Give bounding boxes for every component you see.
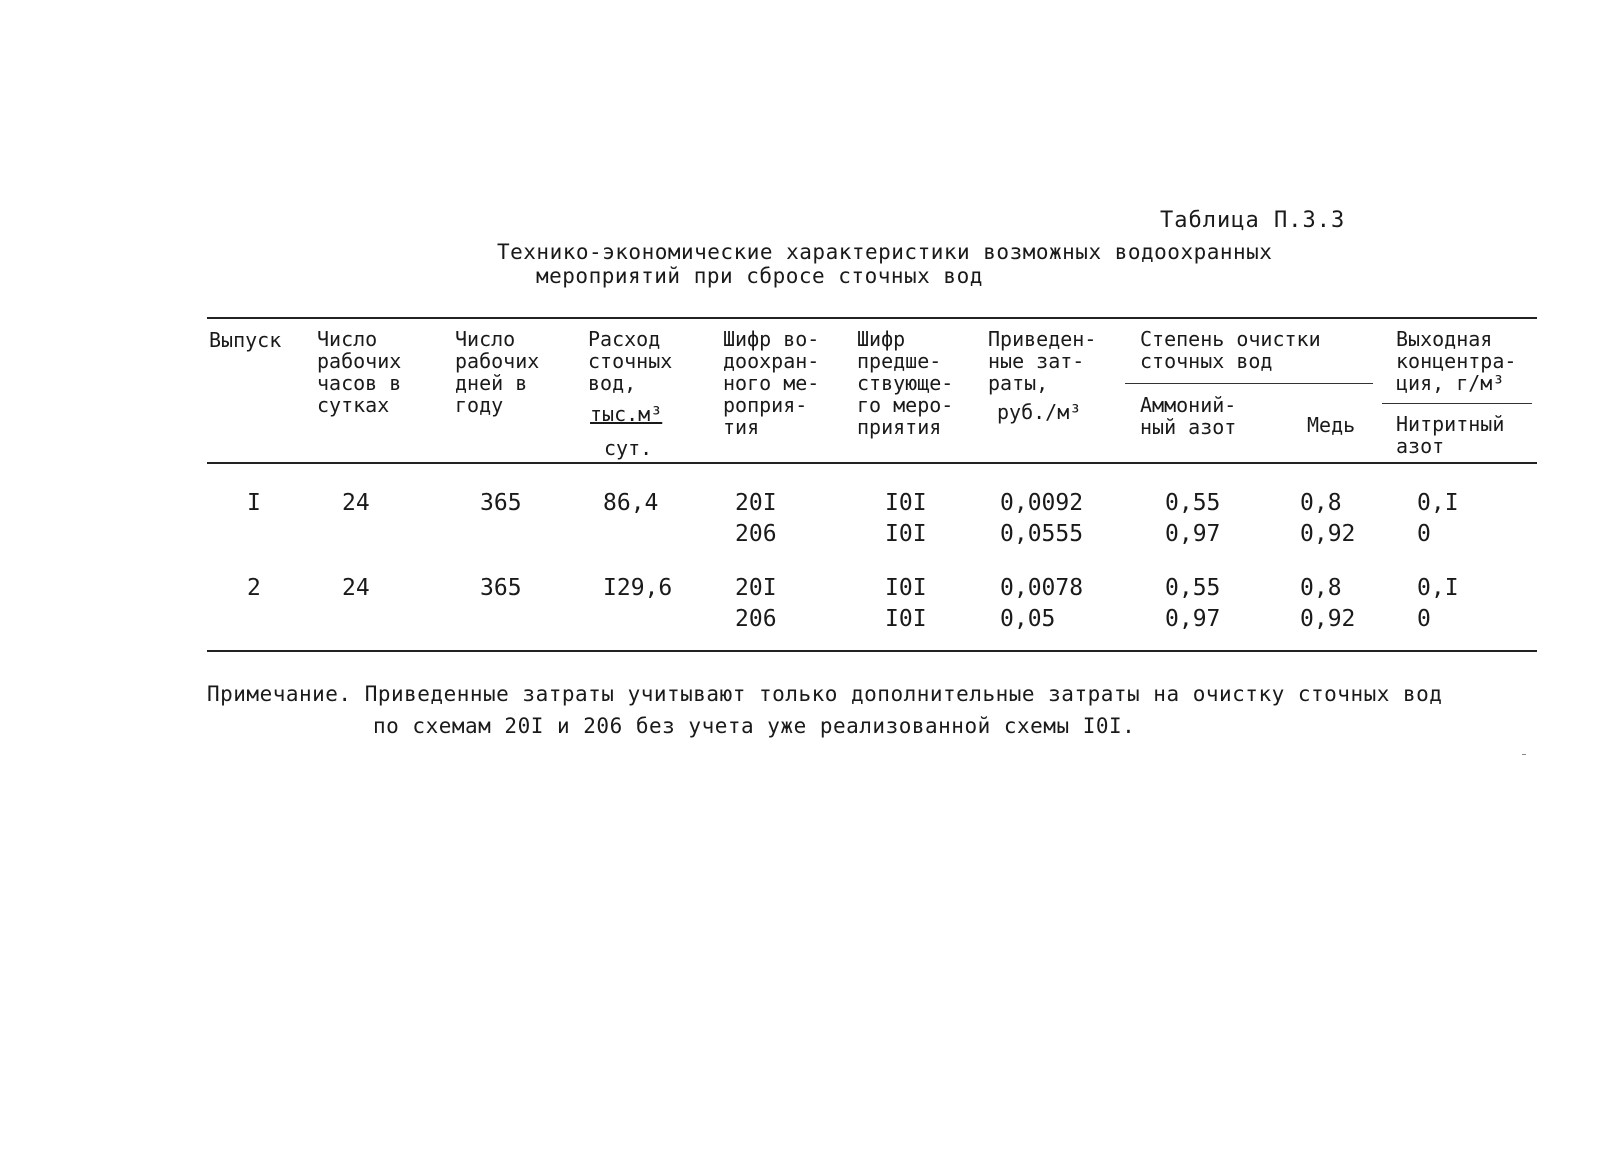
cell-previous-code: I0I <box>885 521 927 547</box>
cell-ammonium: 0,97 <box>1165 606 1221 632</box>
header-ammonium-nitrogen: Аммоний- ный азот <box>1140 393 1237 439</box>
cell-previous-code: I0I <box>885 606 927 632</box>
cell-nitrite: 0,I <box>1417 490 1459 516</box>
header-flow-unit-numerator: тыс.м³ <box>590 402 663 426</box>
scan-speck <box>1522 754 1526 755</box>
cell-cost: 0,0555 <box>1000 521 1084 547</box>
table-title-line-1: Технико-экономические характеристики возможных водоохранных <box>497 240 1273 264</box>
note-line-1: Примечание. Приведенные затраты учитывают только дополнительные затраты на очистку сточных вод <box>207 682 1443 706</box>
header-flow-unit-denominator: сут. <box>604 436 653 460</box>
cell-copper: 0,8 <box>1300 575 1342 601</box>
cell-nitrite: 0,I <box>1417 575 1459 601</box>
table-number: Таблица П.3.3 <box>1160 208 1346 233</box>
header-hours: Число рабочих часов в сутках <box>317 327 402 417</box>
header-output-concentration: Выходная концентра- ция, г/м³ <box>1396 327 1517 395</box>
cell-release: I <box>247 490 261 516</box>
cell-copper: 0,92 <box>1300 606 1356 632</box>
cell-days: 365 <box>480 575 522 601</box>
cell-measure-code: 206 <box>735 606 777 632</box>
header-days: Число рабочих дней в году <box>455 327 540 417</box>
cell-hours: 24 <box>342 490 370 516</box>
cell-copper: 0,92 <box>1300 521 1356 547</box>
cell-hours: 24 <box>342 575 370 601</box>
header-measure-code: Шифр во- доохран- ного ме- роприя- тия <box>723 327 820 439</box>
table-title-line-2: мероприятий при сбросе сточных вод <box>536 264 983 288</box>
table-top-rule <box>207 317 1537 319</box>
cell-nitrite: 0 <box>1417 606 1431 632</box>
table-bottom-rule <box>207 650 1537 652</box>
cell-cost: 0,0092 <box>1000 490 1084 516</box>
cell-days: 365 <box>480 490 522 516</box>
cell-cost: 0,05 <box>1000 606 1056 632</box>
header-cost-unit: руб./м³ <box>997 400 1082 424</box>
cell-release: 2 <box>247 575 261 601</box>
cell-measure-code: 20I <box>735 575 777 601</box>
cell-ammonium: 0,97 <box>1165 521 1221 547</box>
cell-previous-code: I0I <box>885 490 927 516</box>
header-cost: Приведен- ные зат- раты, <box>988 327 1097 395</box>
header-copper: Медь <box>1307 413 1356 437</box>
header-treatment-degree: Степень очистки сточных вод <box>1140 327 1321 373</box>
cell-copper: 0,8 <box>1300 490 1342 516</box>
cell-cost: 0,0078 <box>1000 575 1084 601</box>
header-release: Выпуск <box>209 328 282 352</box>
cell-measure-code: 20I <box>735 490 777 516</box>
header-previous-code: Шифр предше- ствующе- го меро- приятия <box>857 327 954 439</box>
header-treatment-degree-rule <box>1125 383 1373 384</box>
note-line-2: по схемам 20I и 206 без учета уже реализованной схемы I0I. <box>373 714 1136 738</box>
cell-flow: I29,6 <box>603 575 673 601</box>
cell-ammonium: 0,55 <box>1165 575 1221 601</box>
cell-previous-code: I0I <box>885 575 927 601</box>
header-flow: Расход сточных вод, <box>588 327 673 395</box>
header-output-concentration-rule <box>1382 403 1532 404</box>
cell-flow: 86,4 <box>603 490 659 516</box>
header-bottom-rule <box>207 462 1537 464</box>
header-nitrite-nitrogen: Нитритный азот <box>1396 412 1505 458</box>
cell-measure-code: 206 <box>735 521 777 547</box>
cell-ammonium: 0,55 <box>1165 490 1221 516</box>
cell-nitrite: 0 <box>1417 521 1431 547</box>
